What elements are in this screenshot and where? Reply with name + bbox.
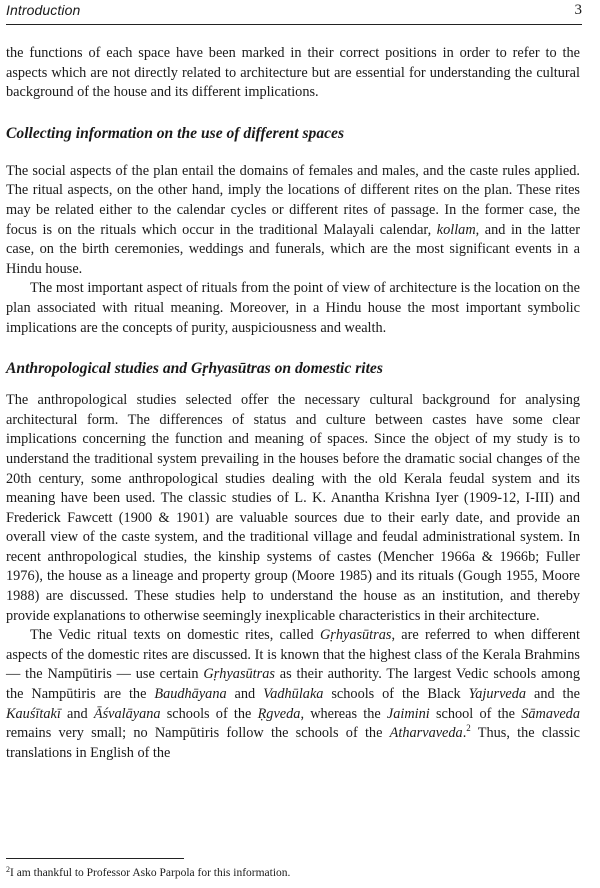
paragraph-vedic-texts: The Vedic ritual texts on domestic rites, called Gṛhyasūtras, are referred to when different aspects of the domestic rites are discussed. It is known that the highest class of the Kerala Brahmins — the Nampūtiris — use certain Gṛhyasūtras as their authority. The largest Vedic schools among the Nampūtiris are the Baudhāyana and Vadhūlaka schools of the Black Yajurveda and the Kauśītakī and Āśvalāyana schools of the Ṛgveda, whereas the Jaimini school of the Sāmaveda remains very small; no Nampūtiris follow the schools of the Atharvaveda.$^2$ Thus, the classic translations in English of the <box>6 627 580 761</box>
body-text <box>6 44 580 763</box>
running-header-section: Introduction <box>6 2 81 18</box>
footnote-text: I am thankful to Professor Asko Parpola for this information. <box>10 867 291 879</box>
header-rule <box>6 24 582 25</box>
running-header <box>6 2 582 24</box>
paragraph-continued: the functions of each space have been marked in their correct positions in order to refer to the aspects which are not directly related to architecture but are essential for understanding the cultural background of the house and its different implications. <box>6 45 580 101</box>
footnote-rule <box>6 858 184 859</box>
paragraph-social-aspects: The social aspects of the plan entail the domains of females and males, and the caste rules applied. The ritual aspects, on the other hand, imply the locations of different rites on the plan. These rites may be related either to the calendar cycles or different rites of passage. In the former case, the focus is on the rituals which occur in the traditional Malayali calendar, kollam, and in the latter case, on the birth ceremonies, weddings and funerals, which are the most significant events in a Hindu house. <box>6 162 580 277</box>
footnote-reference: 2 <box>466 723 471 734</box>
page-number: 3 <box>574 2 582 18</box>
section-heading-anthropological-studies: Anthropological studies and Gṛhyasūtras on domestic rites <box>6 360 383 378</box>
paragraph-ritual-aspects: The most important aspect of rituals from the point of view of architecture is the location on the plan associated with ritual meaning. Moreover, in a Hindu house the most important symbolic implications are the concepts of purity, auspiciousness and wealth. <box>6 280 580 336</box>
paragraph-anthropological-studies: The anthropological studies selected offer the necessary cultural background for analysing architectural form. The differences of status and culture between castes have some clear implications concerning the function and meaning of spaces. Since the object of my study is to understand the traditional system prevailing in the houses before the dramatic social changes of the 20th century, some anthropological studies dealing with the old Kerala feudal system and its meaning have been used. The classic studies of L. K. Anantha Krishna Iyer (1909-12, I-III) and Frederick Fawcett (1900 & 1901) are valuable sources due to their early date, and provide an overall view of the caste system, and the traditional village and feudal administrational system. In recent anthropological studies, the kinship systems of castes (Mencher 1966a & 1966b; Fuller 1976), the house as a lineage and property group (Moore 1985) and its rituals (Gough 1955, Moore 1988) are discussed. These studies help to understand the house as an institution, and thereby provide explanations to otherwise seemingly inexplicable characteristics in their architecture. <box>6 392 580 624</box>
footnote <box>6 866 290 880</box>
section-heading-collecting-information: Collecting information on the use of different spaces <box>6 124 345 142</box>
footnote-mark: 2 <box>6 865 10 874</box>
